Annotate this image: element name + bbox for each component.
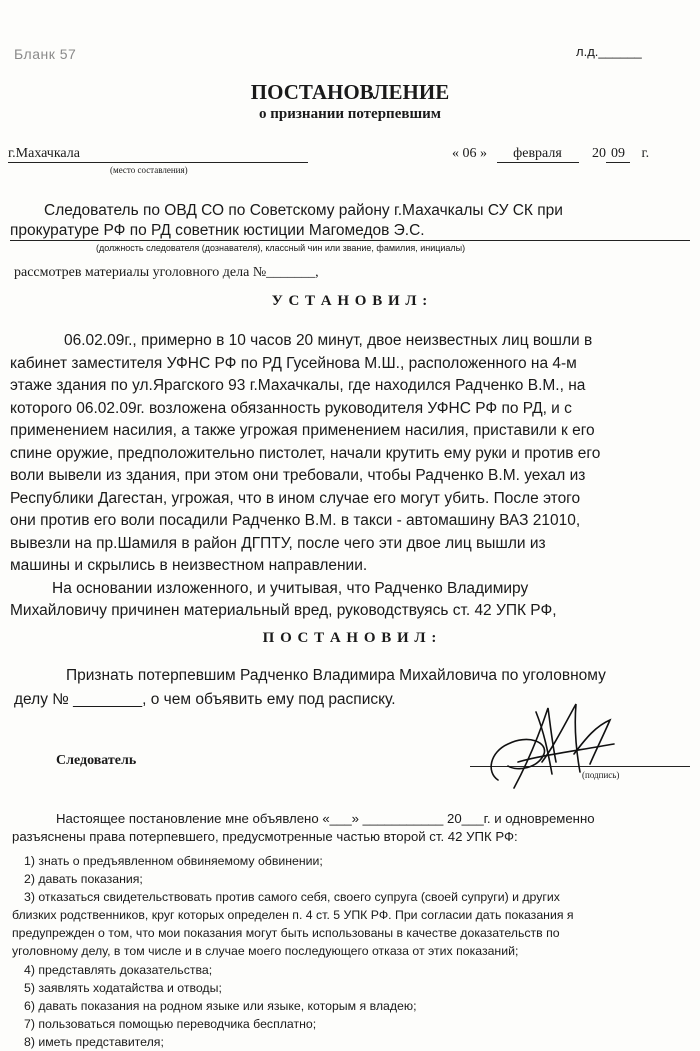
list-item: предупрежден о том, что мои показания могут быть использованы в качестве доказательств по <box>12 926 560 941</box>
list-item: 7) пользоваться помощью переводчика бесплатно; <box>24 1016 317 1031</box>
investigator-name: прокуратуре РФ по РД советник юстиции Магомедов Э.С. <box>10 222 425 239</box>
list-item: близких родственников, круг которых определен п. 4 ст. 5 УПК РФ. При согласии дать показания я <box>12 908 574 923</box>
investigator-line-1: Следователь по ОВД СО по Советскому району г.Махачкалы СУ СК при <box>44 202 563 219</box>
list-item: 8) иметь представителя; <box>24 1034 164 1049</box>
place-caption: (место составления) <box>110 165 188 175</box>
body-line: кабинет заместителя УФНС РФ по РД Гусейнова М.Ш., расположенного на 4-м <box>10 354 577 372</box>
handwritten-signature-icon <box>478 692 628 794</box>
basis-line: Михайловичу причинен материальный вред, руководствуясь ст. 42 УПК РФ, <box>10 602 557 619</box>
list-item: 1) знать о предъявленном обвиняемому обвинении; <box>24 854 323 868</box>
body-line: этаже здания по ул.Ярагского 93 г.Махачкалы, где находился Радченко В.М., на <box>10 377 586 394</box>
list-item: 6) давать показания на родном языке или языке, которым я владею; <box>24 998 417 1013</box>
list-item: 3) отказаться свидетельствовать против самого себя, своего супруга (своей супруги) и других <box>24 890 560 905</box>
resolved-heading: П О С Т А Н О В И Л : <box>262 630 438 646</box>
body-line: применением насилия, а также угрожая применением насилия, приставили к его <box>10 422 595 439</box>
body-line: вывезли на пр.Шамиля в район ДГПТУ, после чего эти двое лиц вышли из <box>10 534 546 552</box>
date-day: « 06 » <box>452 146 487 161</box>
investigator-line-2 <box>10 222 690 241</box>
basis-line: На основании изложенного, и учитывая, что Радченко Владимиру <box>52 579 529 597</box>
date-year-unit: г. <box>641 146 650 161</box>
place-value: г.Махачкала <box>8 146 80 161</box>
announce-line-2: разъяснены права потерпевшего, предусмотренные частью второй ст. 42 УПК РФ: <box>12 829 518 844</box>
list-item: 2) давать показания; <box>24 872 143 887</box>
body-line: спине оружие, предположительно пистолет, начали крутить ему руки и против его <box>10 444 601 462</box>
signature-caption: (подпись) <box>582 770 620 780</box>
announce-line-1: Настоящее постановление мне объявлено «___» ___________ 20___г. и одновременно <box>56 811 595 826</box>
body-line: воли вывели из здания, при этом они требовали, чтобы Радченко В.М. уехал из <box>10 467 586 484</box>
body-line: машины и скрылись в неизвестном направлении. <box>10 557 368 574</box>
list-item: 4) представлять доказательства; <box>24 962 213 977</box>
rights-list <box>12 852 686 1051</box>
body-line: они против его воли посадили Радченко В.М. в такси - автомашину ВАЗ 21010, <box>10 512 581 529</box>
case-sheet-label: л.д.______ <box>576 44 642 59</box>
established-body <box>10 330 682 623</box>
list-item: 5) заявлять ходатайства и отводы; <box>24 980 222 995</box>
decision-line: делу № ________, о чем объявить ему под расписку. <box>14 691 396 708</box>
signature-role: Следователь <box>56 753 137 768</box>
list-item: уголовному делу, в том числе и в случае моего последующего отказа от этих показаний; <box>12 944 519 959</box>
date-year-suffix: 09 <box>606 146 630 163</box>
body-line: которого 06.02.09г. возложена обязанность руководителя УФНС РФ по РД, и с <box>10 399 572 417</box>
decision-line: Признать потерпевшим Радченко Владимира Михайловича по уголовному <box>66 667 606 684</box>
body-line: Республики Дагестан, угрожая, что в ином случае его могут убить. После этого <box>10 489 581 507</box>
place-field <box>8 146 308 163</box>
investigator-caption: (должность следователя (дознавателя), классный чин или звание, фамилия, инициалы) <box>96 243 466 253</box>
page-subtitle: о признании потерпевшим <box>259 106 441 122</box>
date-month: февраля <box>497 146 579 163</box>
form-number-label: Бланк 57 <box>14 46 77 62</box>
date-year-prefix: 20 <box>592 146 606 161</box>
date-field <box>452 146 649 163</box>
review-line: рассмотрев материалы уголовного дела №_______, <box>14 265 319 280</box>
established-heading: У С Т А Н О В И Л : <box>271 293 429 309</box>
body-line: 06.02.09г., примерно в 10 часов 20 минут, двое неизвестных лиц вошли в <box>64 332 593 349</box>
page-title: ПОСТАНОВЛЕНИЕ <box>250 80 450 104</box>
